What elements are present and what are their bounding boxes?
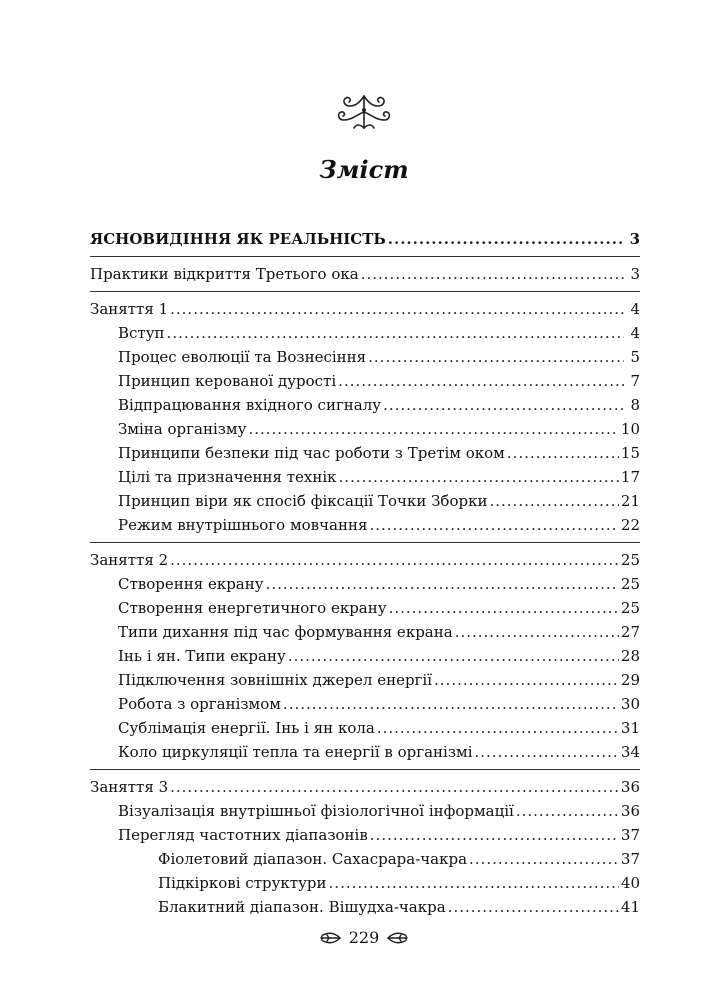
- toc-entry: [90, 871, 640, 895]
- toc-entry: [90, 297, 640, 321]
- toc-entry: [90, 441, 640, 465]
- toc-entry-page: 7: [630, 372, 640, 390]
- toc-entry-label: Відпрацювання вхідного сигналу: [118, 396, 382, 414]
- toc-entry-page: 40: [620, 874, 640, 892]
- dot-leader: [338, 369, 624, 393]
- toc-entry-label: Заняття 1: [90, 300, 169, 318]
- page-number: 229: [348, 928, 380, 947]
- toc-entry: [90, 823, 640, 847]
- toc-entry-page: 31: [620, 719, 640, 737]
- toc-entry-page: 37: [620, 850, 640, 868]
- toc-entry: [90, 620, 640, 644]
- toc-entry-label: Зміна організму: [118, 420, 247, 438]
- toc-entry-page: 4: [630, 324, 640, 342]
- section-divider: [90, 291, 640, 292]
- dot-leader: [170, 297, 624, 321]
- leaf-ornament-icon: [387, 929, 409, 947]
- dot-leader: [170, 548, 619, 572]
- toc-entry: [90, 740, 640, 764]
- toc-entry-label: Заняття 3: [90, 778, 169, 796]
- toc-entry-label: Режим внутрішнього мовчання: [118, 516, 368, 534]
- toc-entry: [90, 548, 640, 572]
- toc-entry: [90, 572, 640, 596]
- toc-entry: [90, 345, 640, 369]
- toc-entry-label: Перегляд частотних діапазонів: [118, 826, 368, 844]
- dot-leader: [368, 345, 624, 369]
- toc-entry: [90, 417, 640, 441]
- toc-section: [90, 262, 640, 286]
- dot-leader: [489, 489, 618, 513]
- dot-leader: [370, 823, 619, 847]
- section-divider: [90, 256, 640, 257]
- dot-leader: [383, 393, 624, 417]
- dot-leader: [329, 871, 619, 895]
- toc-entry: [90, 596, 640, 620]
- toc-entry-page: 27: [620, 623, 640, 641]
- dot-leader: [248, 417, 618, 441]
- toc-entry-label: ЯСНОВИДІННЯ ЯК РЕАЛЬНІСТЬ: [90, 230, 386, 248]
- toc-entry: [90, 262, 640, 286]
- toc-section: [90, 775, 640, 919]
- dot-leader: [339, 465, 619, 489]
- dot-leader: [507, 441, 619, 465]
- toc-entry: [90, 668, 640, 692]
- table-of-contents: [90, 227, 640, 919]
- dot-leader: [388, 227, 624, 251]
- toc-entry-label: Процес еволюції та Вознесіння: [118, 348, 367, 366]
- toc-entry-page: 25: [620, 599, 640, 617]
- floral-ornament-icon: [334, 92, 394, 132]
- dot-leader: [434, 668, 619, 692]
- section-divider: [90, 542, 640, 543]
- toc-entry: [90, 775, 640, 799]
- page-footer: [0, 928, 728, 947]
- toc-entry-label: Підключення зовнішніх джерел енергії: [118, 671, 433, 689]
- dot-leader: [448, 895, 619, 919]
- toc-entry-label: Типи дихання під час формування екрана: [118, 623, 453, 641]
- toc-entry-page: 29: [620, 671, 640, 689]
- toc-entry-label: Заняття 2: [90, 551, 169, 569]
- toc-entry-label: Блакитний діапазон. Вішудха-чакра: [158, 898, 446, 916]
- toc-entry-label: Інь і ян. Типи екрану: [118, 647, 286, 665]
- toc-entry-page: 36: [620, 802, 640, 820]
- dot-leader: [475, 740, 619, 764]
- toc-entry-page: 8: [630, 396, 640, 414]
- toc-section: [90, 297, 640, 537]
- toc-entry-label: Коло циркуляції тепла та енергії в організмі: [118, 743, 473, 761]
- toc-entry: [90, 895, 640, 919]
- toc-entry-page: 4: [630, 300, 640, 318]
- toc-entry-label: Практики відкриття Третього ока: [90, 265, 359, 283]
- toc-entry: [90, 465, 640, 489]
- toc-entry-label: Цілі та призначення технік: [118, 468, 337, 486]
- toc-entry-label: Робота з організмом: [118, 695, 281, 713]
- toc-entry-page: 17: [620, 468, 640, 486]
- toc-entry: [90, 369, 640, 393]
- toc-entry-page: 15: [620, 444, 640, 462]
- toc-entry: [90, 716, 640, 740]
- dot-leader: [377, 716, 619, 740]
- toc-entry-label: Створення екрану: [118, 575, 264, 593]
- toc-entry-page: 22: [620, 516, 640, 534]
- dot-leader: [369, 513, 618, 537]
- toc-section: [90, 227, 640, 251]
- toc-entry-label: Підкіркові структури: [158, 874, 327, 892]
- toc-entry-page: 34: [620, 743, 640, 761]
- toc-entry: [90, 393, 640, 417]
- dot-leader: [266, 572, 619, 596]
- toc-entry-page: 37: [620, 826, 640, 844]
- toc-entry-page: 5: [630, 348, 640, 366]
- toc-entry: [90, 513, 640, 537]
- toc-entry: [90, 227, 640, 251]
- toc-entry-page: 41: [620, 898, 640, 916]
- toc-entry-page: 10: [620, 420, 640, 438]
- dot-leader: [288, 644, 619, 668]
- dot-leader: [167, 321, 624, 345]
- toc-entry: [90, 799, 640, 823]
- toc-entry-page: 3: [630, 265, 640, 283]
- toc-entry-label: Принцип керованої дурості: [118, 372, 337, 390]
- dot-leader: [516, 799, 619, 823]
- toc-entry-page: 21: [620, 492, 640, 510]
- toc-entry-page: 28: [620, 647, 640, 665]
- toc-entry-page: 30: [620, 695, 640, 713]
- dot-leader: [455, 620, 619, 644]
- toc-entry-page: 25: [620, 551, 640, 569]
- toc-entry: [90, 489, 640, 513]
- dot-leader: [283, 692, 619, 716]
- toc-entry-label: Створення енергетичного екрану: [118, 599, 387, 617]
- leaf-ornament-icon: [319, 929, 341, 947]
- dot-leader: [170, 775, 619, 799]
- page-title: Зміст: [319, 155, 409, 184]
- toc-entry-page: 3: [629, 230, 640, 248]
- toc-entry: [90, 692, 640, 716]
- toc-entry: [90, 321, 640, 345]
- dot-leader: [389, 596, 619, 620]
- toc-entry-label: Фіолетовий діапазон. Сахасрара-чакра: [158, 850, 468, 868]
- toc-entry-page: 25: [620, 575, 640, 593]
- toc-entry-label: Принцип віри як спосіб фіксації Точки Зборки: [118, 492, 488, 510]
- section-divider: [90, 769, 640, 770]
- toc-entry-label: Візуалізація внутрішньої фізіологічної інформації: [118, 802, 514, 820]
- toc-entry-label: Принципи безпеки під час роботи з Третім оком: [118, 444, 505, 462]
- toc-entry-label: Вступ: [118, 324, 165, 342]
- toc-entry: [90, 847, 640, 871]
- dot-leader: [361, 262, 624, 286]
- toc-entry: [90, 644, 640, 668]
- toc-entry-page: 36: [620, 778, 640, 796]
- toc-section: [90, 548, 640, 764]
- dot-leader: [469, 847, 619, 871]
- toc-entry-label: Сублімація енергії. Інь і ян кола: [118, 719, 375, 737]
